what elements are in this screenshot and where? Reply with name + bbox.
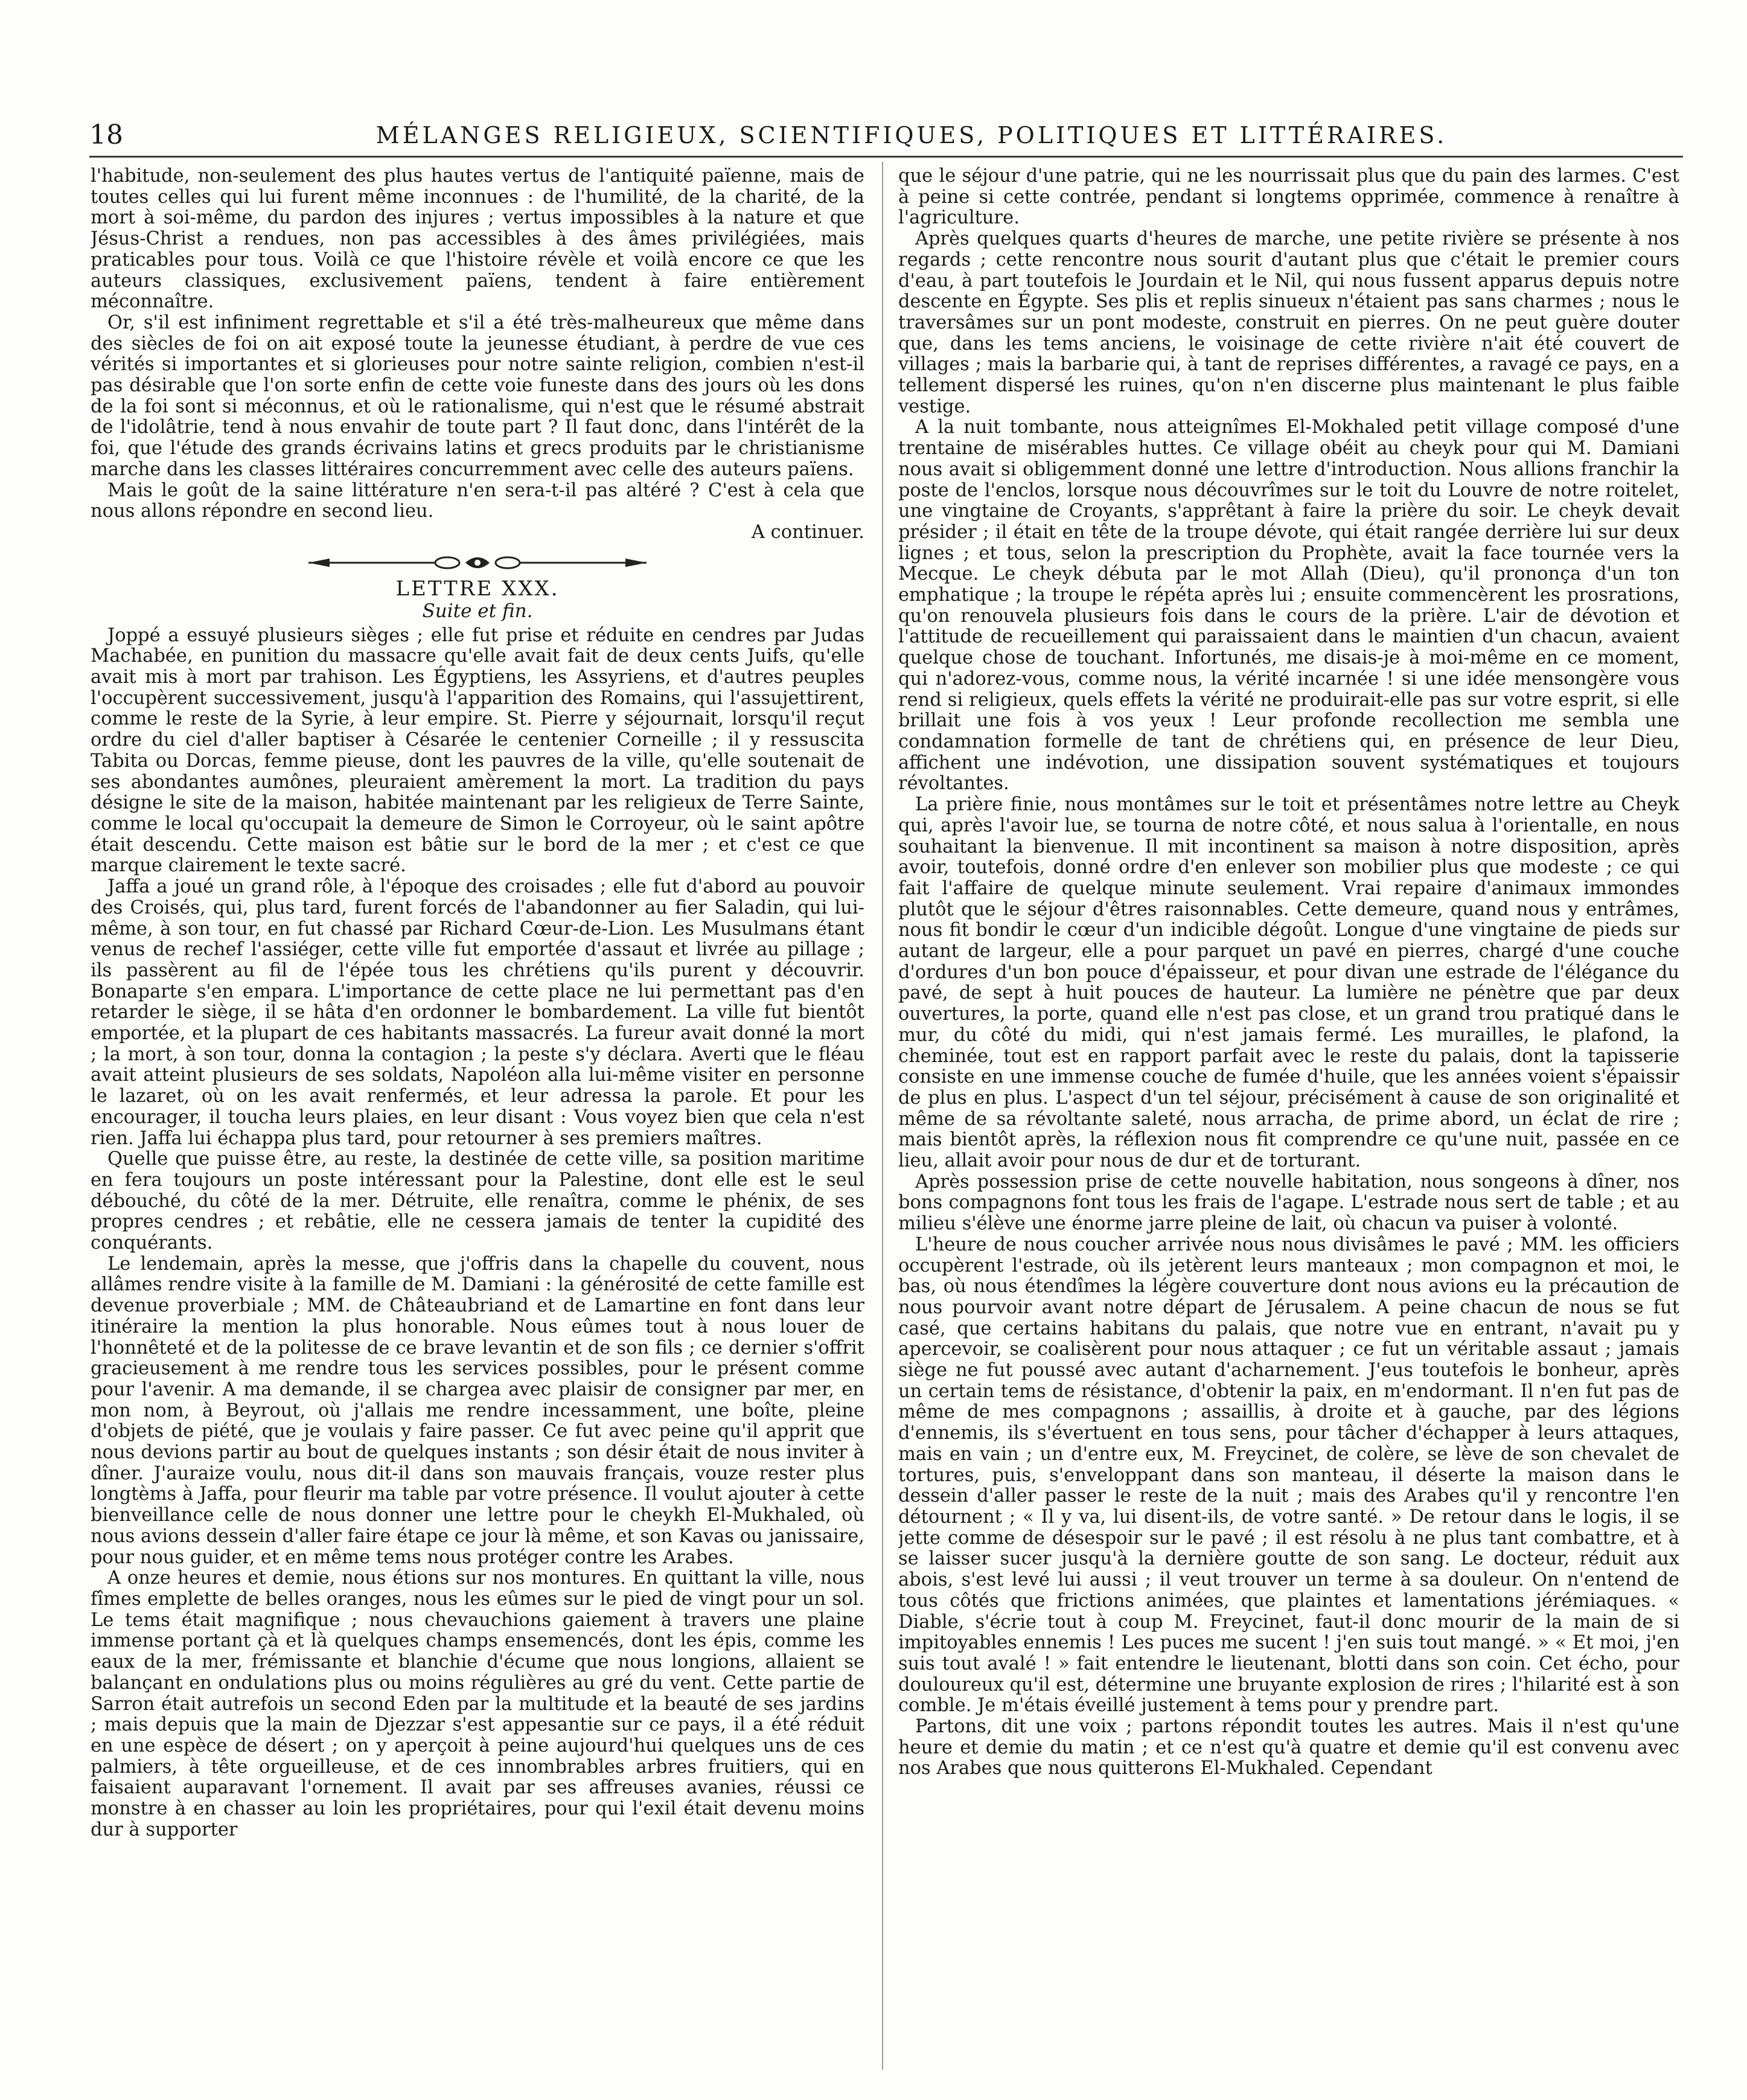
paragraph: que le séjour d'une patrie, qui ne les nourrissait plus que du pain des larmes. C'est à peine si cette contrée, pendant si longtems opprimée, commence à renaître à l'agriculture. (898, 166, 1679, 229)
letter-title: LETTRE XXX. (395, 576, 560, 601)
header-rule (89, 156, 1683, 158)
paragraph: Partons, dit une voix ; partons répondit toutes les autres. Mais il n'est qu'une heure et demie du matin ; et ce n'est qu'à quatre et demie qu'il est convenu avec nos Arabes que nous quitterons El-Mukhaled. Cependant (898, 1716, 1679, 1779)
column-divider (882, 162, 883, 2070)
paragraph: L'heure de nous coucher arrivée nous nous divisâmes le pavé ; MM. les officiers occupèrent l'estrade, où ils jetèrent leurs manteaux ; mon compagnon et moi, le bas, où nous étendîmes la légère couverture dont nous avions eu la précaution de nous pourvoir avant notre départ de Jérusalem. A peine chacun de nous se fut casé, que certains habitans du palais, que notre vue en entrant, n'avait pu y apercevoir, se coalisèrent pour nous attaquer ; ce fut un véritable assaut ; jamais siège ne fut poussé avec autant d'acharnement. J'eus toutefois le bonheur, après un certain tems de résistance, d'obtenir la paix, en m'endormant. Il n'en fut pas de même de mes compagnons ; assaillis, à droite et à gauche, par des légions d'ennemis, ils s'évertuent en tous sens, pour tâcher d'échapper à leurs attaques, mais en vain ; un d'entre eux, M. Freycinet, de colère, se lève de son chevalet de tortures, puis, s'enveloppant dans son manteau, il déserte la maison dans le dessein d'aller passer le reste de la nuit ; mais des Arabes qu'il y rencontre l'en détournent ; « Il y va, lui disent-ils, de votre santé. » De retour dans le logis, il se jette comme de désespoir sur le pavé ; il est résolu à ne plus tant combattre, et à se laisser sucer jusqu'à la dernière goutte de son sang. Le docteur, réduit aux abois, s'est levé lui aussi ; il veut trouver un terme à sa douleur. On n'entend de tous côtés que frictions animées, que plaintes et lamentations jérémiaques. « Diable, s'écrie tout à coup M. Freycinet, faut-il donc mourir de la main de si impitoyables ennemis ! Les puces me sucent ! j'en suis tout mangé. » « Et moi, j'en suis tout avalé ! » fait entendre le lieutenant, blotti dans son coin. Cet écho, pour douloureux qu'il est, détermine une bruyante explosion de rires ; l'hilarité est à son comble. Je m'étais éveillé justement à tems pour y prendre part. (898, 1234, 1679, 1717)
paragraph: Or, s'il est infiniment regrettable et s'il a été très-malheureux que même dans des siècles de foi on ait exposé toute la jeunesse étudiant, à perdre de vue ces vérités si importantes et si glorieuses pour notre sainte religion, combien n'est-il pas désirable que l'on sorte enfin de cette voie funeste dans des jours où les dons de la foi sont si méconnus, et où le rationalisme, qui n'est que le résumé abstrait de l'idolâtrie, tend à nous envahir de toute part ? Il faut donc, dans l'intérêt de la foi, que l'étude des grands écrivains latins et grecs produits par le christianisme marche dans les classes littéraires concurremment avec celle des auteurs païens. (91, 312, 864, 480)
running-title: MÉLANGES RELIGIEUX, SCIENTIFIQUES, POLITIQUES ET LITTÉRAIRES. (375, 122, 1448, 149)
paragraph: A la nuit tombante, nous atteignîmes El-Mokhaled petit village composé d'une trentaine de misérables huttes. Ce village obéit au cheyk pour qui M. Damiani nous avait si obligemment donné une lettre d'introduction. Nous allions franchir la poste de l'enclos, lorsque nous découvrîmes sur le toit du Louvre de notre roitelet, une vingtaine de Croyants, s'apprêtant à faire la prière du soir. Le cheyk devait présider ; il était en tête de la troupe dévote, qui était rangée derrière lui sur deux lignes ; et tous, selon la prescription du Prophète, avait la face tournée vers la Mecque. Le cheyk débuta par le mot Allah (Dieu), qu'il prononça d'un ton emphatique ; la troupe le répéta après lui ; ensuite commencèrent les prosrations, qu'on renouvela plusieurs fois dans le cours de la prière. L'air de dévotion et l'attitude de recueillement qui paraissaient dans le maintien d'un chacun, avaient quelque chose de touchant. Infortunés, me disais-je à moi-même en ce moment, qui n'adorez-vous, comme nous, la vérité incarnée ! si une idée mensongère vous rend si religieux, quels effets la vérité ne produirait-elle pas sur votre esprit, si elle brillait une fois à vos yeux ! Leur profonde recollection me sembla une condamnation formelle de tant de chrétiens qui, en présence de leur Dieu, affichent une indévotion, une dissipation souvent systématiques et toujours révoltantes. (898, 417, 1679, 795)
paragraph: Le lendemain, après la messe, que j'offris dans la chapelle du couvent, nous allâmes rendre visite à la famille de M. Damiani : la générosité de cette famille est devenue proverbiale ; MM. de Châteaubriand et de Lamartine en font dans leur itinéraire la mention la plus honorable. Nous eûmes tout à nous louer de l'honnêteté et de la politesse de ce brave levantin et de son fils ; ce dernier s'offrit gracieusement à me rendre tous les services possibles, pour le présent comme pour l'avenir. A ma demande, il se chargea avec plaisir de consigner par mer, en mon nom, à Beyrout, où j'allais me rendre incessamment, une boîte, pleine d'objets de piété, que je voulais y faire passer. Ce fut avec peine qu'il apprit que nous devions partir au bout de quelques instants ; son désir était de nous inviter à dîner. J'auraize voulu, nous dit-il dans son mauvais français, vouze rester plus longtèms à Jaffa, pour fleurir ma table par votre présence. Il voulut ajouter à cette bienveillance celle de nous donner une lettre pour le cheykh El-Mukhaled, où nous avions dessein d'aller faire étape ce jour là même, et son Kavas ou janissaire, pour nous guider, et en même tems nous protéger contre les Arabes. (91, 1253, 864, 1568)
paragraph: Joppé a essuyé plusieurs sièges ; elle fut prise et réduite en cendres par Judas Machabée, en punition du massacre qu'elle avait fait de deux cents Juifs, qu'elle avait mis à mort par trahison. Les Égyptiens, les Assyriens, et d'autres peuples l'occupèrent successivement, jusqu'à l'apparition des Romains, qui l'assujettirent, comme le reste de la Syrie, à leur empire. St. Pierre y séjournait, lorsqu'il reçut ordre du ciel d'aller baptiser à Césarée le centenier Corneille ; il y ressuscita Tabita ou Dorcas, femme pieuse, dont les pauvres de la ville, qu'elle soutenait de ses abondantes aumônes, pleuraient amèrement la mort. La tradition du pays désigne le site de la maison, habitée maintenant par les religieux de Terre Sainte, comme le local qu'occupait la demeure de Simon le Corroyeur, où le saint apôtre était descendu. Cette maison est bâtie sur le bord de la mer ; et c'est ce que marque clairement le texte sacré. (91, 624, 864, 877)
paragraph: Après quelques quarts d'heures de marche, une petite rivière se présente à nos regards ; cette rencontre nous sourit d'autant plus que c'était le premier cours d'eau, à part toutefois le Jourdain et le Nil, qui nous fussent apparus depuis notre descente en Égypte. Ses plis et replis sinueux n'étaient pas sans charmes ; nous le traversâmes sur un pont modeste, construit en pierres. On ne peut guère douter que, dans les tems anciens, le voisinage de cette rivière n'ait été couvert de villages ; mais la barbarie qui, à tant de reprises différentes, a ravagé ce pays, en a tellement dispersé les ruines, qu'on n'en discerne plus maintenant le plus faible vestige. (898, 228, 1679, 417)
page-number: 18 (89, 120, 123, 150)
ornament-divider (284, 551, 671, 575)
paragraph: l'habitude, non-seulement des plus hautes vertus de l'antiquité païenne, mais de toutes celles qui lui furent même inconnues : de l'humilité, de la charité, de la mort à soi-même, du pardon des injures ; vertus impossibles à la nature et que Jésus-Christ a rendues, non pas accessibles à des âmes privilégiées, mais praticables pour tous. Voilà ce que l'histoire révèle et voilà encore ce que les auteurs classiques, exclusivement païens, tendent à faire entièrement méconnaître. (91, 166, 864, 313)
paragraph-text: Mais le goût de la saine littérature n'en sera-t-il pas altéré ? C'est à cela que nous allons répondre en second lieu. (91, 479, 864, 522)
left-column (91, 166, 864, 2083)
paragraph: La prière finie, nous montâmes sur le toit et présentâmes notre lettre au Cheyk qui, après l'avoir lue, se tourna de notre côté, et nous salua à l'orientalle, en nous souhaitant la bienvenue. Il mit incontinent sa maison à notre disposition, après avoir, toutefois, donné ordre d'en enlever son mobilier plus que modeste ; ce qui fait l'affaire de quelque minute seulement. Vrai repaire d'animaux immondes plutôt que le séjour d'êtres raisonnables. Cette demeure, quand nous y entrâmes, nous fit bondir le cœur d'un indicible dégoût. Longue d'une vingtaine de pieds sur autant de largeur, elle a pour parquet un pavé en pierres, chargé d'une couche d'ordures d'un bon pouce d'épaisseur, et pour divan une estrade de l'élégance du pavé, de sept à huit pouces de hauteur. La lumière ne pénètre que par deux ouvertures, la porte, quand elle n'est pas close, et un grand trou pratiqué dans le mur, du côté du midi, qui n'est jamais fermé. Les murailles, le plafond, la cheminée, tout est en rapport parfait avec le reste du palais, dont la tapisserie consiste en une immense couche de fumée d'huile, que les années voient s'épaissir de plus en plus. L'aspect d'un tel séjour, précisément à cause de son originalité et même de sa révoltante saleté, nous arracha, de prime abord, un éclat de rire ; mais bientôt après, la réflexion nous fit comprendre ce qu'une nuit, passée en ce lieu, allait avoir pour nous de dur et de torturant. (898, 794, 1679, 1172)
to-be-continued: A continuer. (751, 521, 864, 543)
right-column (898, 166, 1679, 2083)
paragraph (91, 481, 864, 543)
letter-subtitle: Suite et fin. (422, 600, 533, 622)
paragraph: Jaffa a joué un grand rôle, à l'époque des croisades ; elle fut d'abord au pouvoir des Croisés, qui, plus tard, furent forcés de l'abandonner au fier Saladin, qui lui-même, à son tour, en fut chassé par Richard Cœur-de-Lion. Les Musulmans étant venus de rechef l'assiéger, cette ville fut emportée d'assaut et livrée au pillage ; ils passèrent au fil de l'épée tous les chrétiens qu'ils purent y découvrir. Bonaparte s'en empara. L'importance de cette place ne lui permettant pas d'en retarder le siège, il se hâta d'en ordonner le bombardement. La ville fut bientôt emportée, et la plupart de ces habitants massacrés. La fureur avait donné la mort ; la mort, à son tour, donna la contagion ; la peste s'y déclara. Averti que le fléau avait atteint plusieurs de ses soldats, Napoléon alla lui-même visiter en personne le lazaret, où on les avait renfermés, et leur adressa la parole. Et pour les encourager, il toucha leurs plaies, en leur disant : Vous voyez bien que cela n'est rien. Jaffa lui échappa plus tard, pour retourner à ses premiers maîtres. (91, 876, 864, 1149)
paragraph: A onze heures et demie, nous étions sur nos montures. En quittant la ville, nous fîmes emplette de belles oranges, nous les eûmes sur le pied de vingt pour un sol. Le tems était magnifique ; nous chevauchions gaiement à travers une plaine immense portant çà et là quelques champs ensemencés, dont les épis, comme les eaux de la mer, frémissante et blanchie d'écume que nous longions, allaient se balançant en ondulations plus ou moins régulières au gré du vent. Cette partie de Sarron était autrefois un second Eden par la multitude et la beauté de ses jardins ; mais depuis que la main de Djezzar s'est appesantie sur ce pays, il a été réduit en une espèce de désert ; on y aperçoit à peine aujourd'hui quelques uns de ces palmiers, à tête orgueilleuse, et de ces innombrables arbres fruitiers, qui en faisaient auparavant l'ornement. Il avait par ses affreuses avanies, réussi ce monstre à en chasser au loin les propriétaires, pour qui l'exil était devenu moins dur à supporter (91, 1567, 864, 1840)
paragraph: Quelle que puisse être, au reste, la destinée de cette ville, sa position maritime en fera toujours un poste intéressant pour la Palestine, dont elle est le seul débouché, du côté de la mer. Détruite, elle renaîtra, comme le phénix, de ses propres cendres ; et rebâtie, elle ne cessera jamais de tenter la cupidité des conquérants. (91, 1148, 864, 1254)
paragraph: Après possession prise de cette nouvelle habitation, nous songeons à dîner, nos bons compagnons font tous les frais de l'agape. L'estrade nous sert de table ; et au milieu s'élève une énorme jarre pleine de lait, où chacun va puiser à volonté. (898, 1171, 1679, 1235)
